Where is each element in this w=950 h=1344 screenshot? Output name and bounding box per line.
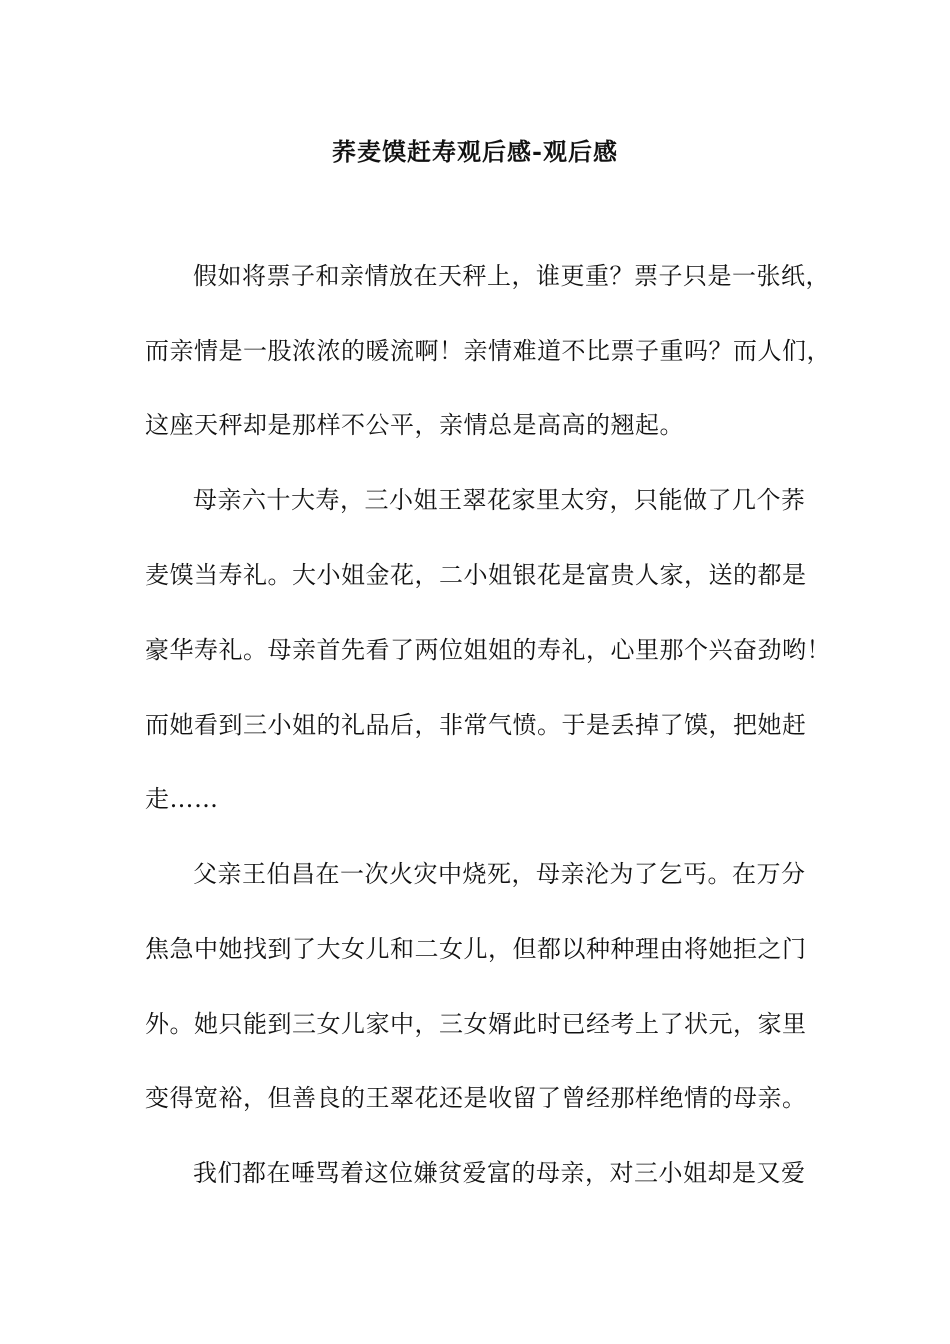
- paragraph-3-line-3: 外。她只能到三女儿家中，三女婿此时已经考上了状元，家里: [145, 1010, 807, 1038]
- paragraph-1-line-2: 而亲情是一股浓浓的暖流啊！亲情难道不比票子重吗？而人们，: [145, 337, 831, 365]
- paragraph-1-line-1: 假如将票子和亲情放在天秤上，谁更重？票子只是一张纸，: [193, 262, 830, 290]
- paragraph-2-line-1: 母亲六十大寿，三小姐王翠花家里太穷，只能做了几个荞: [193, 486, 806, 514]
- paragraph-3-line-1: 父亲王伯昌在一次火灾中烧死，母亲沦为了乞丐。在万分: [193, 860, 806, 888]
- paragraph-2-line-5: 走……: [145, 785, 219, 813]
- paragraph-2-line-3: 豪华寿礼。母亲首先看了两位姐姐的寿礼，心里那个兴奋劲哟！: [145, 636, 831, 664]
- paragraph-2-line-4: 而她看到三小姐的礼品后，非常气愤。于是丢掉了馍，把她赶: [145, 711, 807, 739]
- paragraph-1-line-3: 这座天秤却是那样不公平，亲情总是高高的翘起。: [145, 411, 684, 439]
- paragraph-3-line-2: 焦急中她找到了大女儿和二女儿，但都以种种理由将她拒之门: [145, 935, 807, 963]
- paragraph-2-line-2: 麦馍当寿礼。大小姐金花，二小姐银花是富贵人家，送的都是: [145, 561, 807, 589]
- document-title: 荞麦馍赶寿观后感-观后感: [332, 137, 618, 166]
- paragraph-4-line-1: 我们都在唾骂着这位嫌贫爱富的母亲，对三小姐却是又爱: [193, 1159, 806, 1187]
- paragraph-3-line-4: 变得宽裕，但善良的王翠花还是收留了曾经那样绝情的母亲。: [145, 1084, 807, 1112]
